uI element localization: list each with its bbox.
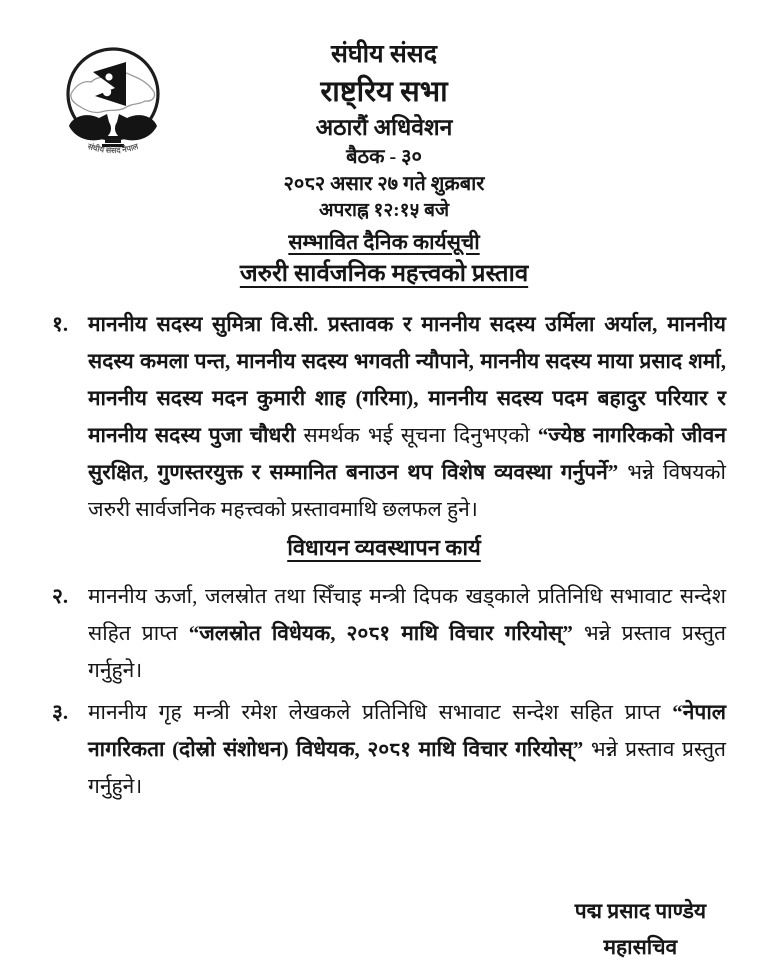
motion-text: भन्ने प्रस्ताव प्रस्तुत गर्नुहुने।	[88, 621, 726, 682]
org-name: संघीय संसद	[331, 41, 437, 68]
item-text	[88, 578, 726, 689]
agenda-item-1	[52, 306, 726, 528]
item-text	[88, 694, 726, 805]
minister-intro-text: माननीय गृह मन्त्री रमेश लेखकले प्रतिनिधि सभावाट सन्देश सहित प्राप्त	[88, 700, 673, 724]
signatory-name: पद्म प्रसाद पाण्डेय	[574, 899, 706, 923]
emblem-caption: संघीय संसद नेपाल	[86, 141, 140, 156]
section-heading-public-importance: जरुरी सार्वजनिक महत्त्वको प्रस्ताव	[239, 261, 529, 287]
session-number: अठारौं अधिवेशन	[315, 115, 453, 140]
item-number: २.	[52, 584, 69, 608]
minister-intro-text: माननीय ऊर्जा, जलस्रोत तथा सिँचाइ मन्त्री दिपक खड्काले प्रतिनिधि सभावाट सन्देश सहित प्राप्त	[88, 584, 726, 645]
proposer-members-names: माननीय सदस्य सुमित्रा वि.सी. प्रस्तावक र माननीय सदस्य उर्मिला अर्याल, माननीय सदस्य कमला पन्त, माननीय सदस्य भगवती न्यौपाने, माननीय सदस्य माया प्रसाद शर्मा, माननीय सदस्य मदन कुमारी शाह (गरिमा), माननीय सदस्य पदम बहादुर परियार र माननीय सदस्य पुजा चौधरी	[88, 312, 726, 447]
item-number: ३.	[52, 700, 69, 724]
signature-block	[575, 893, 706, 964]
bill-name-quoted: “नेपाल नागरिकता (दोस्रो संशोधन) विधेयक, २०८१ माथि विचार गरियोस्”	[88, 700, 726, 761]
item-number: १.	[52, 312, 69, 336]
proposal-quoted-subject: “ज्येष्ठ नागरिकको जीवन सुरक्षित, गुणस्तरयुक्त र सम्मानित बनाउन थप विशेष व्यवस्था गर्नुपर्ने”	[88, 423, 726, 484]
discussion-text: भन्ने विषयको जरुरी सार्वजनिक महत्त्वको प्रस्तावमाथि छलफल हुने।	[88, 460, 726, 521]
agenda-title: सम्भावित दैनिक कार्यसूची	[288, 230, 480, 254]
agenda-item-3	[52, 694, 726, 805]
signatory-title: महासचिव	[603, 935, 678, 959]
document-header	[0, 38, 768, 258]
meeting-date: २०८२ असार २७ गते शुक्रबार	[283, 173, 485, 195]
assembly-name: राष्ट्रिय सभा	[320, 76, 448, 108]
notice-text: समर्थक भई सूचना दिनुभएको	[303, 423, 538, 447]
item-text	[88, 306, 726, 528]
meeting-number: बैठक - ३०	[346, 146, 422, 168]
motion-text: भन्ने प्रस्ताव प्रस्तुत गर्नुहुने।	[88, 737, 727, 798]
section-heading-legislation: विधायन व्यवस्थापन कार्य	[287, 535, 481, 560]
bill-name-quoted: “जलस्रोत विधेयक, २०८१ माथि विचार गरियोस्”	[188, 621, 584, 645]
agenda-item-2	[52, 578, 726, 689]
meeting-time: अपराह्न १२:१५ बजे	[318, 200, 450, 221]
